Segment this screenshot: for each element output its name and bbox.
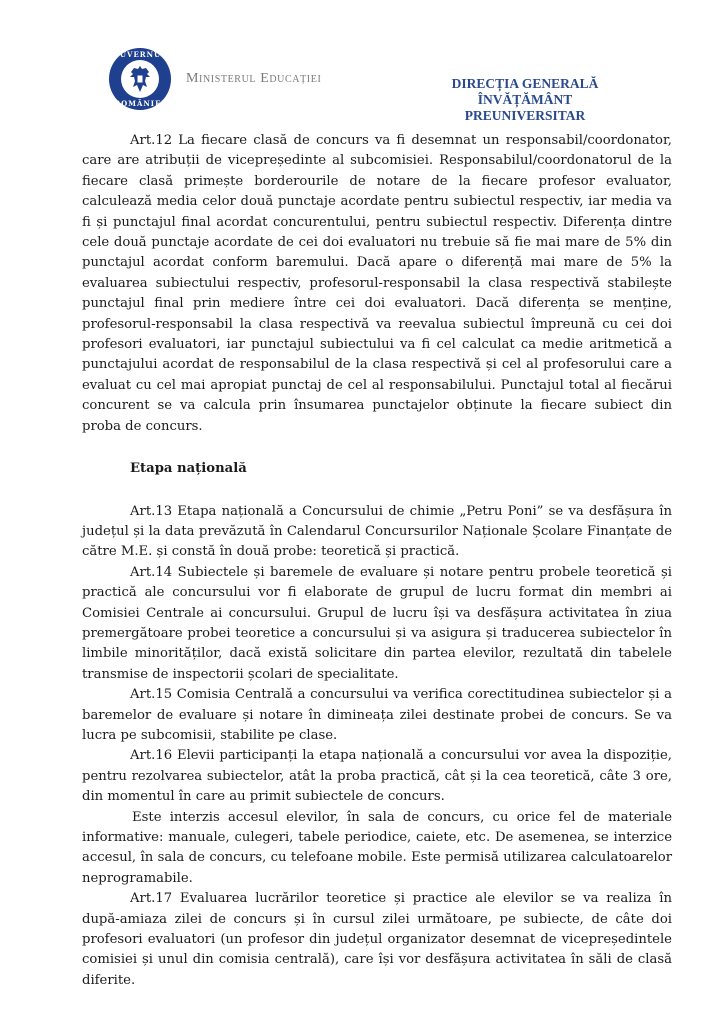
article-16-note: Este interzis accesul elevilor, în sala de concurs, cu orice fel de materiale informative: manuale, culegeri, tabele periodice, caiete, etc. De asemenea, se interzice accesul, în sala de concurs, cu telefoane mobile. Este permisă utilizarea calculatoarelor neprogramabile. [82, 809, 672, 886]
spacer [82, 437, 672, 459]
eagle-icon [128, 65, 152, 93]
article-13: Art.13 Etapa națională a Concursului de chimie „Petru Poni” se va desfășura în județul și la data prevăzută în Calendarul Concursurilor Naționale Școlare Finanțate de către M.E. și constă în două probe: teoretică și practică. [82, 503, 672, 560]
ministry-name: Ministerul Educației [186, 71, 322, 86]
article-16: Art.16 Elevii participanți la etapa națională a concursului vor avea la dispoziție, pentru rezolvarea subiectelor, atât la proba practică, cât și la cea teoretică, câte 3 ore, din momentul în care au primit subiectele de concurs. [82, 748, 672, 805]
directorate-line-2: PREUNIVERSITAR [464, 108, 586, 123]
directorate-name [420, 76, 630, 124]
directorate-line-1: DIRECȚIA GENERALĂ ÎNVĂȚĂMÂNT [451, 76, 599, 107]
article-15: Art.15 Comisia Centrală a concursului va verifica corectitudinea subiectelor și a baremelor de evaluare și notare în dimineața zilei destinate probei de concurs. Se va lucra pe subcomisii, stabilite pe clase. [82, 687, 672, 743]
spacer [82, 480, 672, 502]
seal-top-text: GUVERNUL [112, 50, 168, 59]
article-12: Art.12 La fiecare clasă de concurs va fi desemnat un responsabil/coordonator, care are atribuții de vicepreședinte al subcomisiei. Responsabilul/coordonatorul de la fiecare clasă primește borderourile de notare de la fiecare profesor evaluator, calculează media celor două punctaje acordate pentru subiectul respectiv, iar media va fi și punctajul final acordat concurentului, pentru subiectul respectiv. Diferența dintre cele două punctaje acordate de cei doi evaluatori nu trebuie să fie mai mare de 5% din punctajul acordat conform baremului. Dacă apare o diferență mai mare de 5% la evaluarea subiectului respectiv, profesorul-responsabil la clasa respectivă stabilește punctajul final prin mediere între cei doi evaluatori. Dacă diferența se menține, profesorul-responsabil la clasa respectivă va reevalua subiectul împreună cu cei doi profesori evaluatori, iar punctajul subiectului va fi cel calculat ca medie aritmetică a punctajului acordat de responsabilul de la clasa respectivă și cel al profesorului care a evaluat cu cel mai apropiat punctaj de cel al responsabilului. Punctajul total al fiecărui concurent se va calcula prin însumarea punctajelor obținute la fiecare subiect din proba de concurs. [82, 133, 672, 434]
seal-bottom-text: ROMÂNIEI [114, 99, 166, 108]
section-heading: Etapa națională [130, 461, 247, 477]
government-seal-icon [109, 48, 171, 110]
article-14: Art.14 Subiectele și baremele de evaluare și notare pentru probele teoretică și practică ale concursului vor fi elaborate de grupul de lucru format din membri ai Comisiei Centrale ai concursului. Grupul de lucru își va desfășura activitatea în ziua premergătoare probei teoretice a concursului și va asigura și traducerea subiectelor în limbile minorităților, dacă există solicitare din partea elevilor, rezultată din tabelele transmise de inspectorii școlari de specialitate. [82, 564, 672, 682]
document-body [82, 131, 672, 991]
page-header [0, 0, 724, 123]
article-17: Art.17 Evaluarea lucrărilor teoretice și practice ale elevilor se va realiza în după-amiaza zilei de concurs și în cursul zilei următoare, pe subiecte, de câte doi profesori evaluatori (un profesor din județul organizator desemnat de vicepreședintele comisiei și unul din comisia centrală), care își vor desfășura activitatea în săli de clasă diferite. [82, 891, 672, 988]
